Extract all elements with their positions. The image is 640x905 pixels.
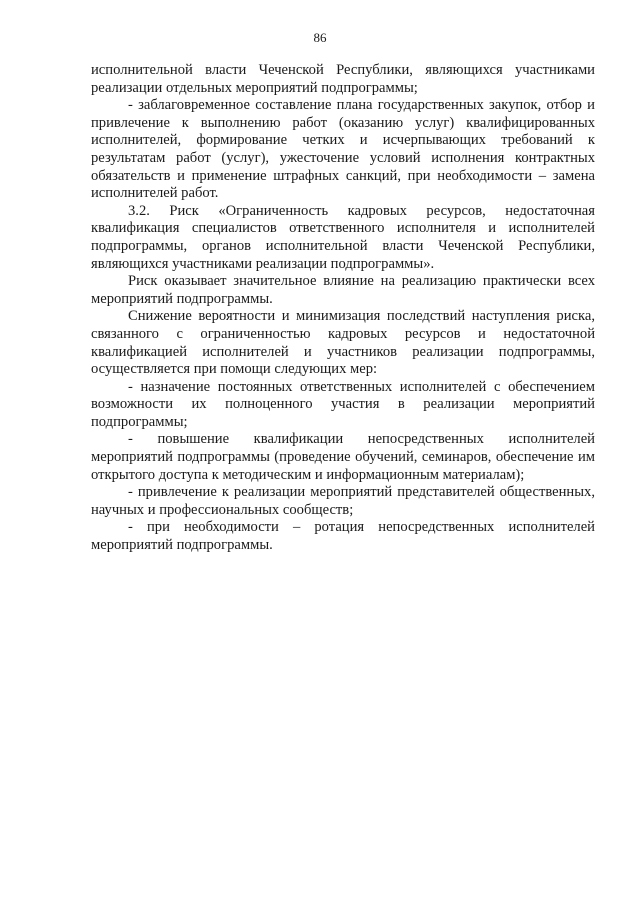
list-item-involve-communities: - привлечение к реализации мероприятий представителей общественных, научных и профессиональных сообществ; — [91, 484, 595, 518]
page-number: 86 — [313, 30, 327, 45]
list-item-rotation: - при необходимости – ротация непосредственных исполнителей мероприятий подпрограммы. — [91, 519, 595, 554]
paragraph-risk-mitigation: Снижение вероятности и минимизация последствий наступления риска, связанного с ограниченностью кадровых ресурсов и недостаточной квалификацией исполнителей и участников реализации подпрограммы, осуществляется при помощи следующих мер: — [91, 308, 595, 378]
list-item-procurement-plan: - заблаговременное составление плана государственных закупок, отбор и привлечение к выполнению работ (оказанию услуг) квалифицированных исполнителей, формирование четких и исчерпывающих требований к результатам работ (услуг), ужесточение условий исполнения контрактных обязательств и применение штрафных санкций, при необходимости – замена исполнителей работ. — [91, 97, 595, 202]
body-text — [91, 62, 595, 555]
paragraph-risk-impact: Риск оказывает значительное влияние на реализацию практически всех мероприятий подпрограммы. — [91, 273, 595, 307]
list-item-qualification: - повышение квалификации непосредственных исполнителей мероприятий подпрограммы (проведение обучений, семинаров, обеспечение им открытого доступа к методическим и информационным материалам); — [91, 431, 595, 483]
risk-heading-3-2: 3.2. Риск «Ограниченность кадровых ресурсов, недостаточная квалификация специалистов ответственного исполнителя и исполнителей подпрограммы, органов исполнительной власти Чеченской Республики, являющихся участниками реализации подпрограммы». — [91, 202, 595, 272]
paragraph-continuation: исполнительной власти Чеченской Республики, являющихся участниками реализации отдельных мероприятий подпрограммы; — [91, 62, 595, 96]
list-item-appoint-executors: - назначение постоянных ответственных исполнителей с обеспечением возможности их полноценного участия в реализации мероприятий подпрограммы; — [91, 378, 595, 430]
